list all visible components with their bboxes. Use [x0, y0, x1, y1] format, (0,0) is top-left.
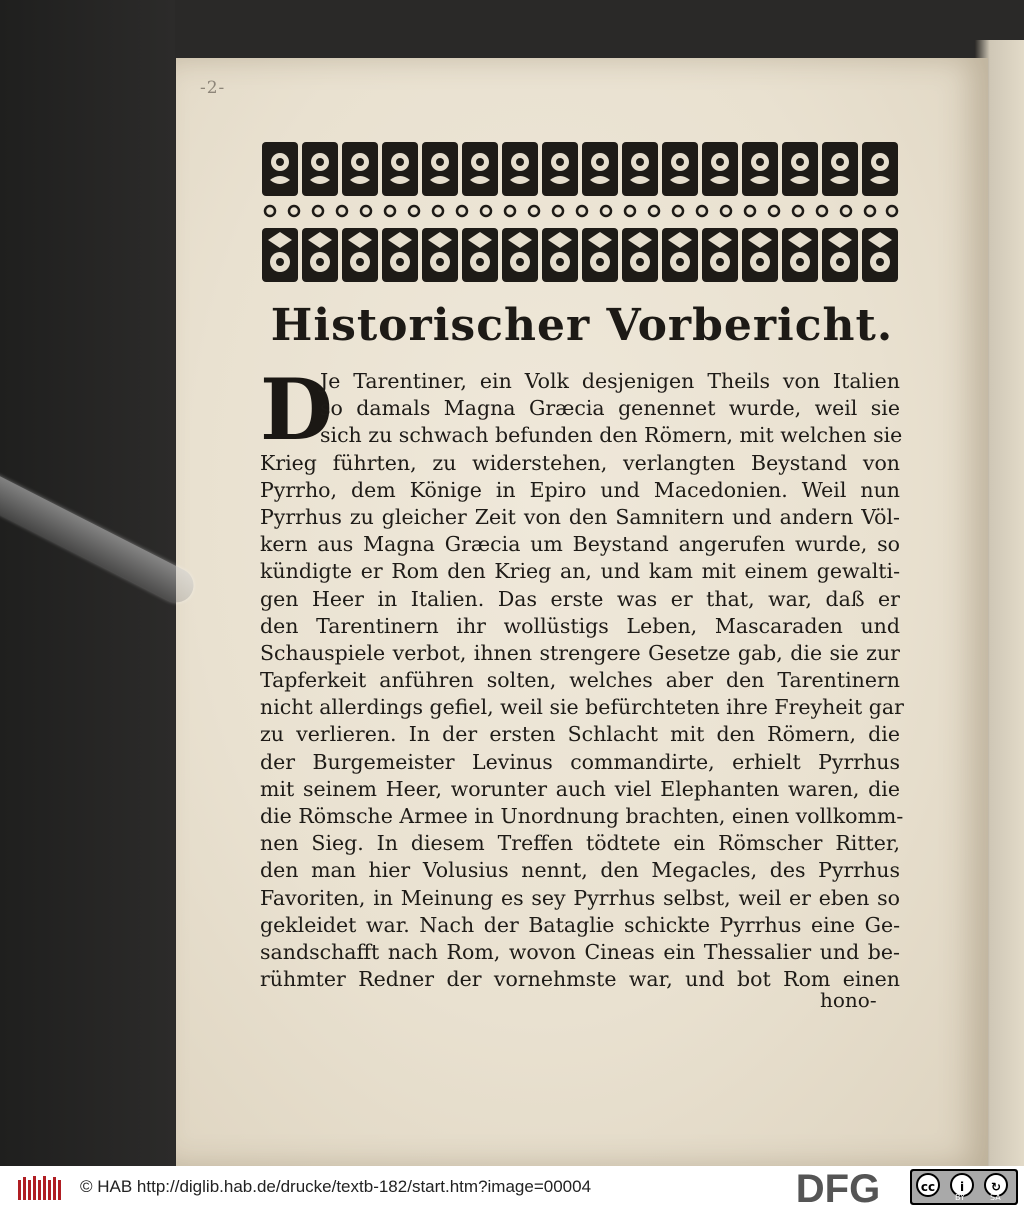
page-title: Historischer Vorbericht.	[270, 300, 894, 351]
book-page	[176, 58, 988, 1166]
by-label: BY	[955, 1193, 965, 1202]
text-line: den man hier Volusius nennt, den Megacles, des Pyrrhus	[260, 858, 900, 883]
viewer-footer	[0, 1166, 1024, 1208]
text-line: Krieg führten, zu widerstehen, verlangten Beystand von	[260, 450, 900, 475]
creative-commons-license-icon[interactable]	[910, 1169, 1018, 1205]
dfg-logo-text: DFG	[795, 1169, 881, 1207]
copyright-link[interactable]: © HAB http://diglib.hab.de/drucke/textb-182/start.htm?image=00004	[80, 1177, 592, 1196]
text-line: Schauspiele verbot, ihnen strengere Gesetze gab, die sie zur	[260, 640, 900, 665]
text-line: nen Sieg. In diesem Treffen tödtete ein Römscher Ritter,	[260, 831, 900, 856]
share-alike-icon: ↻	[984, 1173, 1008, 1197]
text-line: sandschafft nach Rom, wovon Cineas ein Thessalier und be-	[260, 939, 900, 964]
drop-cap: D	[260, 360, 333, 459]
text-line: so damals Magna Græcia genennet wurde, weil sie	[320, 396, 900, 421]
text-line: kern aus Magna Græcia um Beystand angerufen wurde, so	[260, 532, 900, 557]
catchword: hono-	[820, 988, 877, 1012]
text-line: rühmter Redner der vornehmste war, und bot Rom einen	[260, 967, 900, 992]
body-text	[260, 360, 904, 993]
text-line: die Römsche Armee in Unordnung brachten, einen vollkomm-	[260, 804, 904, 828]
floral-ornament-top	[260, 138, 900, 200]
text-line: Je Tarentiner, ein Volk desjenigen Theils von Italien	[320, 369, 900, 393]
rosette-band-ornament	[260, 203, 900, 219]
floral-ornament-bottom	[260, 226, 900, 286]
text-line: zu verlieren. In der ersten Schlacht mit den Römern, die	[260, 722, 900, 747]
text-line: Pyrrhus zu gleicher Zeit von den Samnitern und andern Völ-	[260, 504, 900, 529]
text-line: Tapferkeit anführen solten, welches aber den Tarentinern	[260, 668, 900, 693]
text-line: mit seinem Heer, worunter auch viel Elephanten waren, die	[260, 776, 900, 801]
text-line: kündigte er Rom den Krieg an, und kam mit einem gewalti-	[260, 559, 900, 584]
by-attribution-icon: i	[950, 1173, 974, 1197]
text-line: gen Heer in Italien. Das erste was er that, war, daß er	[260, 586, 900, 611]
dfg-logo-icon[interactable]	[778, 1169, 898, 1207]
hab-logo-icon[interactable]	[18, 1174, 66, 1202]
cc-icon: cc	[916, 1173, 940, 1197]
text-line: Favoriten, in Meinung es sey Pyrrhus selbst, weil er eben so	[260, 885, 900, 910]
sa-label: SA	[990, 1193, 1001, 1202]
text-line: sich zu schwach befunden den Römern, mit welchen sie	[320, 423, 903, 448]
text-line: nicht allerdings gefiel, weil sie befürchteten ihre Freyheit gar	[260, 695, 904, 720]
text-line: Pyrrho, dem Könige in Epiro und Macedonien. Weil nun	[260, 477, 900, 502]
text-line: den Tarentinern ihr wollüstigs Leben, Mascaraden und	[260, 613, 900, 638]
pencil-page-number: -2-	[200, 78, 226, 98]
text-line: gekleidet war. Nach der Bataglie schickte Pyrrhus eine Ge-	[260, 912, 900, 937]
text-line: der Burgemeister Levinus commandirte, erhielt Pyrrhus	[260, 749, 900, 774]
